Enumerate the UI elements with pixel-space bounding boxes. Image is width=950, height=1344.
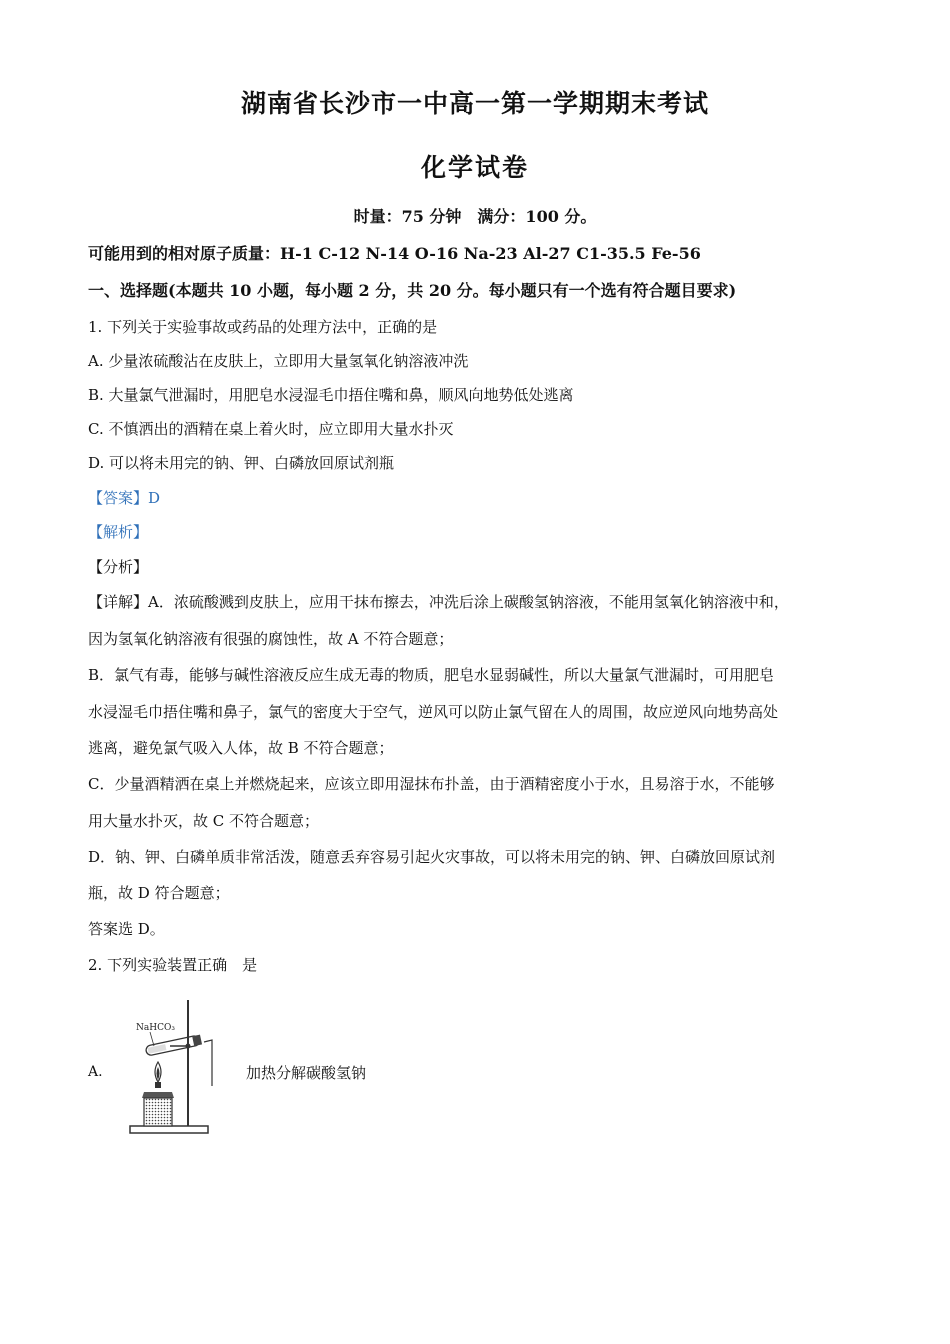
lamp-cap — [142, 1092, 174, 1098]
detail-line: 水浸湿毛巾捂住嘴和鼻子，氯气的密度大于空气，逆风可以防止氯气留在人的周围，故应逆风向地势高处 — [88, 703, 779, 721]
question-1-option-c: C. 不慎洒出的酒精在桌上着火时，应立即用大量水扑灭 — [88, 420, 454, 438]
question-1-option-b: B. 大量氯气泄漏时，用肥皂水浸湿毛巾捂住嘴和鼻，顺风向地势低处逃离 — [88, 386, 574, 404]
exam-title: 湖南省长沙市一中高一第一学期期末考试 — [240, 89, 709, 118]
conclusion: 答案选 D。 — [88, 920, 165, 938]
exam-subtitle: 化学试卷 — [420, 153, 529, 182]
detail-line: 因为氢氧化钠溶液有很强的腐蚀性，故 A 不符合题意； — [88, 630, 454, 648]
question-2-stem: 2. 下列实验装置正确 是 — [88, 956, 258, 974]
detail-line: B．氯气有毒，能够与碱性溶液反应生成无毒的物质，肥皂水显弱碱性，所以大量氯气泄漏时，可用肥皂 — [88, 666, 775, 684]
question-2-option-a-description: 加热分解碳酸氢钠 — [246, 1064, 367, 1082]
question-1-option-d: D. 可以将未用完的钠、钾、白磷放回原试剂瓶 — [88, 454, 395, 472]
stand-base — [130, 1126, 208, 1133]
detail-line: 瓶，故 D 符合题意； — [88, 884, 230, 902]
time-info: 时量：75 分钟 满分：100 分。 — [353, 207, 597, 226]
fenxi-label: 【分析】 — [88, 558, 149, 576]
detail-line: D．钠、钾、白磷单质非常活泼，随意丢弃容易引起火灾事故，可以将未用完的钠、钾、白磷放回原试剂 — [88, 848, 776, 866]
analysis-label: 【解析】 — [88, 523, 149, 541]
figure-label-text: NaHCO₃ — [136, 1023, 175, 1033]
detail-line: 【详解】A．浓硫酸溅到皮肤上，应用干抹布擦去，冲洗后涂上碳酸氢钠溶液，不能用氢氧化钠溶液中和， — [88, 593, 789, 611]
question-2-option-a-letter: A. — [88, 1064, 103, 1080]
heating-apparatus-figure — [118, 996, 218, 1138]
atomic-masses: 可能用到的相对原子质量：H-1 C-12 N-14 O-16 Na-23 Al-27 C1-35.5 Fe-56 — [88, 244, 701, 263]
answer-label: 【答案】D — [88, 489, 161, 507]
detail-line: 用大量水扑灭，故 C 不符合题意； — [88, 812, 320, 830]
question-1-option-a: A. 少量浓硫酸沾在皮肤上，立即用大量氢氧化钠溶液冲洗 — [88, 352, 469, 370]
alcohol-lamp — [144, 1098, 172, 1126]
question-1-stem: 1. 下列关于实验事故或药品的处理方法中，正确的是 — [88, 318, 438, 336]
section-heading: 一、选择题(本题共 10 小题，每小题 2 分，共 20 分。每小题只有一个选有符合题目要求) — [88, 281, 737, 300]
detail-line: 逃离，避免氯气吸入人体，故 B 不符合题意； — [88, 739, 394, 757]
detail-line: C．少量酒精洒在桌上并燃烧起来，应该立即用湿抹布扑盖，由于酒精密度小于水，且易溶于水，不能够 — [88, 775, 775, 793]
